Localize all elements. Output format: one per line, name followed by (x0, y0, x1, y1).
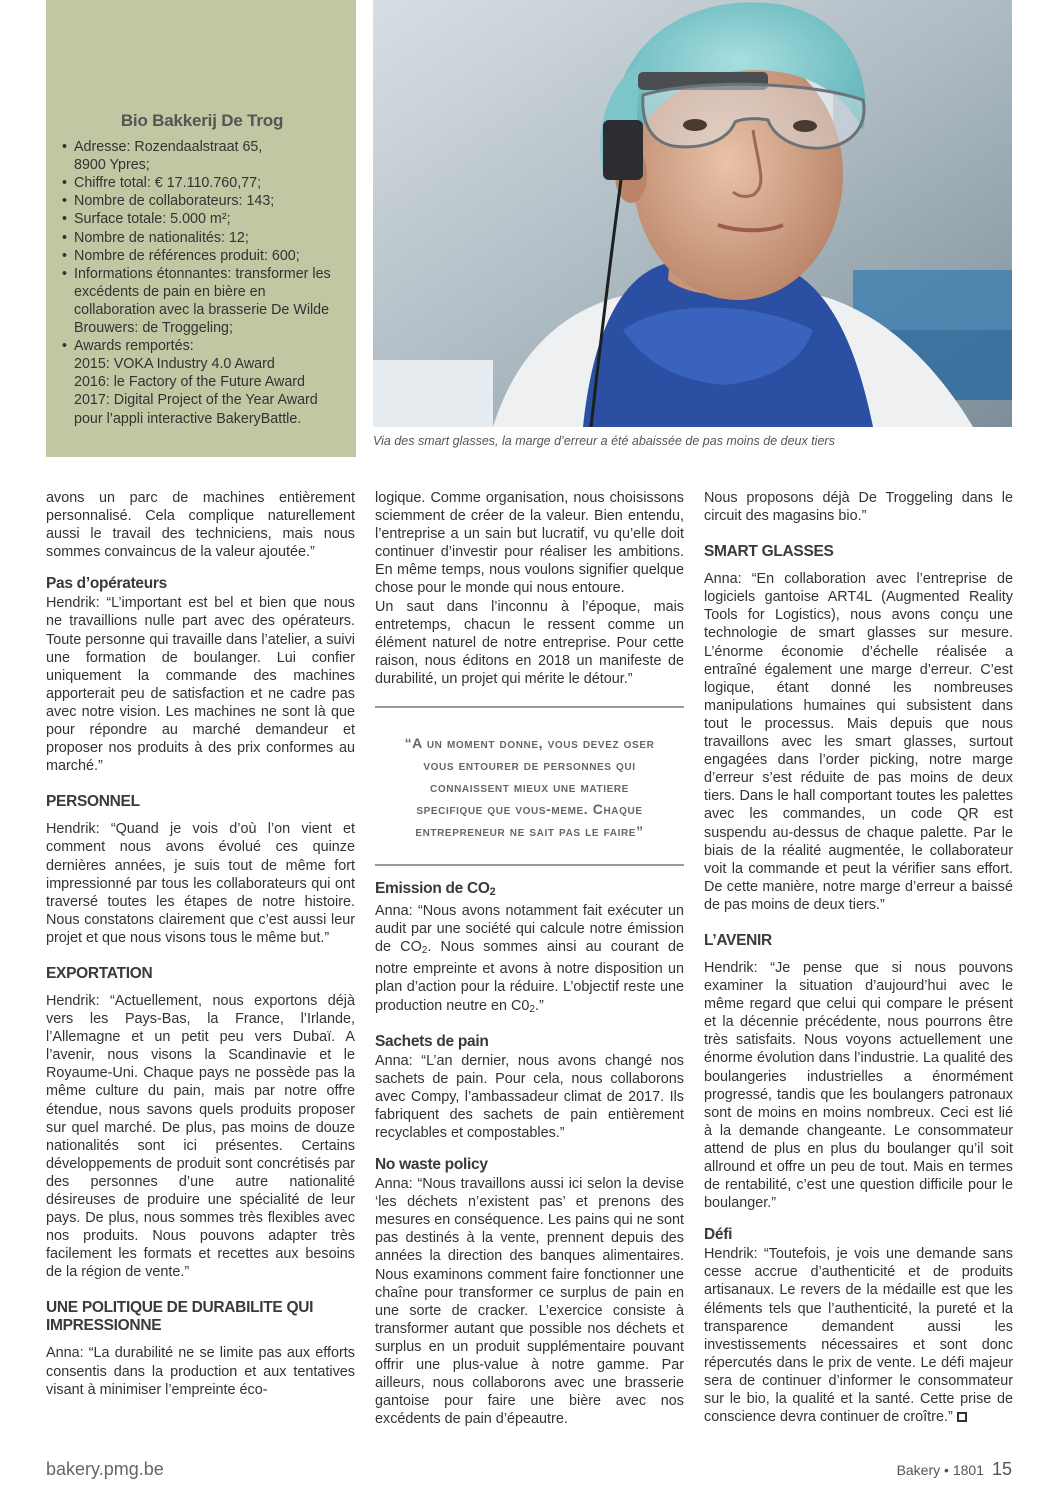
subheading: Emission de $CO_2$ (375, 880, 496, 899)
info-list (62, 138, 342, 428)
paragraph: Anna: “Nous avons notamment fait exécuter un audit par une société qui calcule notre émission de $CO_2$. Nous sommes ainsi au courant de notre empreinte et avons à notre disposition un plan d’action pour la réduire. L’objectif reste une production neutre en $C0_2$.” (375, 903, 684, 1015)
info-box-title: Bio Bakkerij De Trog (120, 111, 284, 130)
paragraph: Anna: “En collaboration avec l’entreprise de logiciels gantoise ART4L (Augmented Reality Tools for Logistics), nous avons conçu une technologie de smart glasses sur mesure. L’énorme économie d’échelle réalisée a entraîné également une marge d’erreur. C’est logique, étant donné les nombreuses manipulations humaines qui subsistent dans tout le processus. Mais depuis que nous travaillons avec les smart glasses, surtout engagées dans l’order picking, notre marge d’erreur s’est réduite de pas moins de deux tiers. Dans le hall comportant toutes les palettes avec les commandes, un code QR est suspendu au-dessus de chaque palette. Par le biais de la réalité augmentée, le collaborateur voit la commande et peut la vérifier sans effort. De cette manière, notre marge d’erreur a baissé de pas moins de deux tiers.” (704, 571, 1013, 913)
info-item-address: • Adresse: Rozendaalstraat 65, 8900 Ypres; (62, 138, 342, 174)
info-item-facts: • Informations étonnantes: transformer les excédents de pain en bière en collaboration avec la brasserie De Wilde Brouwers: de Troggeling; (62, 265, 342, 337)
article-column-2 (375, 489, 684, 1428)
paragraph: Hendrik: “L’important est bel et bien que nous ne travaillions nulle part avec des opérateurs. Toute personne qui travaille dans l’atelier, a suivi une formation de boulanger. Lui confier uniquement la commande des machines apporterait peu de satisfaction et ne cadre pas avec notre vision. Les machines ne sont là que pour répondre au marché demandeur et proposer nos produits à des prix conformes au marché.” (46, 595, 355, 775)
paragraph: Anna: “L’an dernier, nous avons changé nos sachets de pain. Pour cela, nous collaborons avec Compy, l’ambassadeur climat de 2017. Ils fabriquent des sachets de pain entièrement recyclables et compostables.” (375, 1052, 684, 1141)
article-photo (373, 0, 1012, 427)
section-heading: PERSONNEL (46, 793, 140, 811)
page-number: 15 (991, 1459, 1012, 1479)
website-link[interactable]: bakery.pmg.be (46, 1459, 164, 1479)
paragraph: Hendrik: “Je pense que si nous pouvons examiner la situation d’aujourd’hui avec le même regard que celui qui compare le présent et la décennie précédente, nous pourrons être très satisfaits. Nous voyons actuellement une énorme évolution dans l’industrie. La qualité des boulangeries industrielles a énormément progressé, tandis que les boulangers patronaux sont de moins en moins nombreux. Ceci est lié à la demande changeante. Le consommateur attend de plus en plus du boulanger qu’il soit allround et offre un peu de tout. Mais en termes de rentabilité, c’est une question difficile pour le boulanger.” (704, 959, 1013, 1212)
info-item-surface: • Surface totale: 5.000 m²; (62, 210, 342, 228)
section-heading: L’AVENIR (704, 931, 772, 949)
company-info-box (46, 0, 356, 457)
subheading: Sachets de pain (375, 1032, 489, 1050)
info-item-awards: • Awards remportés: 2015: VOKA Industry 4.0 Award 2016: le Factory of the Future Award 2017: Digital Project of the Year Award pour l’appli interactive BakeryBattle. (62, 337, 342, 427)
paragraph: Un saut dans l’inconnu à l’époque, mais entretemps, chacun le ressent comme un élément naturel de notre entreprise. Pour cette raison, nous éditons en 2018 un manifeste de durabilité, un projet qui mérite le détour.” (375, 598, 684, 687)
paragraph: Nous proposons déjà De Troggeling dans le circuit des magasins bio.” (704, 490, 1013, 525)
paragraph: Hendrik: “Toutefois, je vois une demande sans cesse accrue d’authenticité et de produits artisanaux. Le revers de la médaille est que les éléments tels que l’authenticité, la pureté et la transparence demandent aussi les investissements nécessaires et sont donc répercutés dans le prix de vente. Le défi majeur sera de continuer d’informer le consommateur sur le bio, la qualité et la santé. Cette prise de conscience devra continuer de croître.” (704, 1246, 1013, 1426)
info-item-references: • Nombre de références produit: 600; (62, 247, 342, 265)
subheading: Défi (704, 1226, 733, 1244)
info-item-revenue: • Chiffre total: € 17.110.760,77; (62, 174, 342, 192)
issue-label: Bakery • 1801 (896, 1462, 984, 1478)
page-footer (897, 1459, 1012, 1480)
article-column-1 (46, 489, 355, 1399)
photo-caption: Via des smart glasses, la marge d’erreur a été abaissée de pas moins de deux tiers (373, 434, 835, 448)
paragraph: logique. Comme organisation, nous choisissons sciemment de créer de la valeur. Bien entendu, l’entreprise a un sain but lucratif, vu qu’elle doit continuer d’investir pour réaliser les ambitions. En même temps, nous voulons signifier quelque chose pour le monde qui nous entoure. (375, 490, 684, 597)
paragraph: Anna: “Nous travaillons aussi ici selon la devise ‘les déchets n’existent pas’ et prenons des mesures en conséquence. Les pains qui ne sont pas destinés à la vente, prennent depuis des années la direction des banques alimentaires. Nous examinons comment faire fonctionner une chaîne pour transformer ce surplus de pain en une sorte de cracker. L’exercice consiste à transformer autant que possible nos déchets et surplus en un produit supplémentaire pouvant offrir une plus-value à notre gamme. Par ailleurs, nous collaborons avec une brasserie gantoise pour faire une bière avec nos excédents de pain d’épeautre. (375, 1176, 684, 1428)
article-column-3 (704, 489, 1013, 1426)
section-heading: EXPORTATION (46, 964, 153, 982)
paragraph: Hendrik: “Actuellement, nous exportons déjà vers les Pays-Bas, la France, l’Irlande, l’Allemagne et un petit peu vers Dubaï. A l’avenir, nous visons la Scandinavie et le Royaume-Uni. Chaque pays ne possède pas la même culture du pain, mais par notre offre étendue, nous savons quels produits proposer sur quel marché. De plus, pas moins de douze nationalités sont ici présentes. Certains développements de produit sont concrétisés par des personnes d’une autre nationalité désireuses de produire une spécialité de leur pays. De plus, nous sommes très flexibles avec nos produits. Nous pouvons adapter très facilement les formats et recettes aux besoins de la région de vente.” (46, 992, 355, 1281)
paragraph: avons un parc de machines entièrement personnalisé. Cela complique naturellement aussi le travail des techniciens, mais nous sommes convaincus de la valeur ajoutée.” (46, 490, 355, 561)
section-heading: UNE POLITIQUE DE DURABILITE QUI IMPRESSIONNE (46, 1299, 314, 1335)
subheading: Pas d’opérateurs (46, 575, 167, 593)
paragraph: Anna: “La durabilité ne se limite pas aux efforts consentis dans la production et aux tentatives visant à minimiser l’empreinte éco- (46, 1345, 355, 1398)
subheading: No waste policy (375, 1156, 488, 1174)
info-item-employees: • Nombre de collaborateurs: 143; (62, 192, 342, 210)
end-of-article-icon (957, 1412, 967, 1422)
paragraph: Hendrik: “Quand je vois d’où l’on vient et comment nous avons évolué ces quinze dernières années, je suis tout de même fort impressionné par tous les collaborateurs qui ont traversé toutes les étapes de notre histoire. Nous constatons clairement que c’est aussi leur projet et que nous visons tous le même but.” (46, 821, 355, 946)
info-item-nationalities: • Nombre de nationalités: 12; (62, 229, 342, 247)
woman-smart-glasses-illustration (373, 0, 1012, 427)
pull-quote: “A un moment donne, vous devez oser vous entourer de personnes qui connaissent mieux une matiere specifique que vous-meme. Chaque entrepreneur ne sait pas le faire” (375, 706, 684, 866)
section-heading: SMART GLASSES (704, 543, 834, 561)
